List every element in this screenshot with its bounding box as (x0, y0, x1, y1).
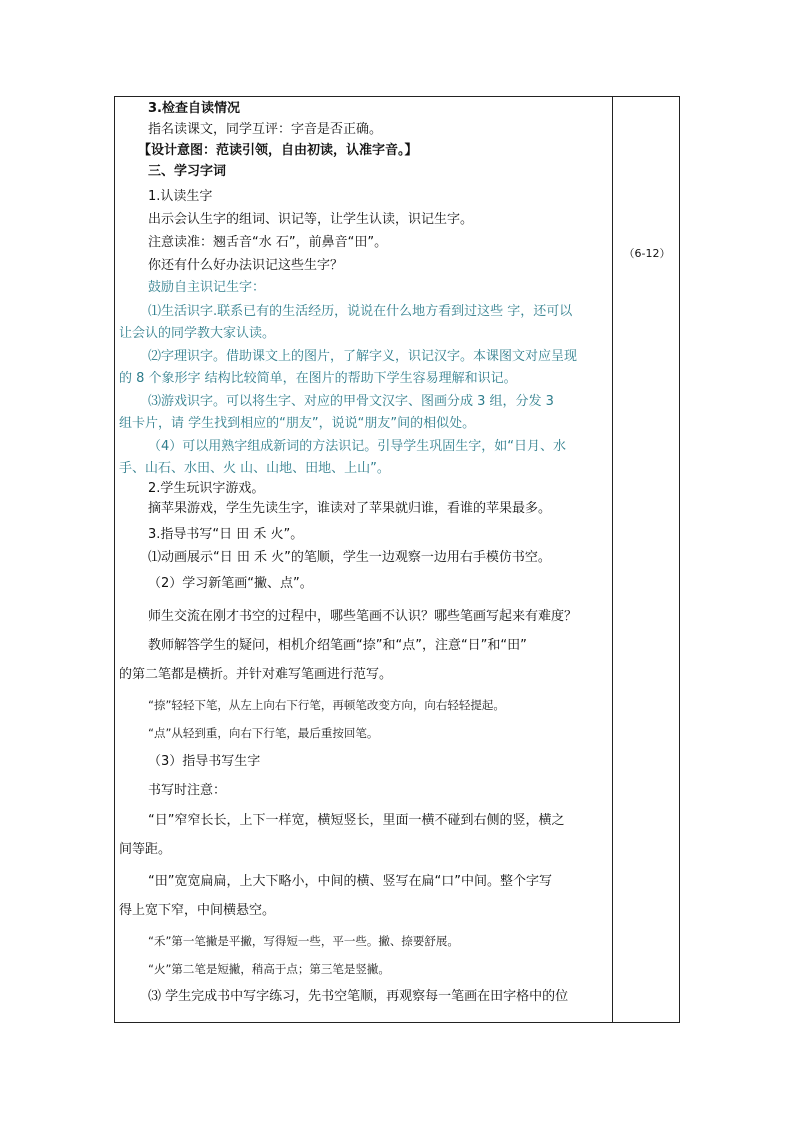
text-line: 鼓励自主识记生字： (148, 280, 266, 295)
text-line: 教师解答学生的疑问，相机介绍笔画“捺”和“点”，注意“日”和“田” (148, 638, 527, 653)
text-line: ⑶ 学生完成书中写字练习，先书空笔顺，再观察每一笔画在田字格中的位 (148, 989, 569, 1004)
text-line: 3.指导书写“日 田 禾 火”。 (148, 527, 304, 542)
text-line: 摘苹果游戏，学生先读生字，谁读对了苹果就归谁，看谁的苹果最多。 (148, 501, 552, 516)
lesson-table (114, 96, 680, 1023)
text-line: 注意读准：翘舌音“水 石”，前鼻音“田”。 (148, 235, 388, 250)
text-line: 得上宽下窄，中间横悬空。 (119, 903, 276, 918)
text-line: 【设计意图：范读引领，自由初读，认准字音。】 (138, 143, 418, 158)
text-line: 师生交流在刚才书空的过程中，哪些笔画不认识？哪些笔画写起来有难度？ (148, 609, 578, 624)
text-line: “捺”轻轻下笔，从左上向右下行笔，再顿笔改变方向，向右轻轻提起。 (148, 698, 505, 712)
text-line: （3）指导书写生字 (148, 754, 261, 769)
text-line: 的 8 个象形字 结构比较简单，在图片的帮助下学生容易理解和识记。 (119, 371, 517, 386)
text-line: “田”宽宽扁扁，上大下略小，中间的横、竖写在扁“口”中间。整个字写 (148, 874, 552, 889)
text-line: “日”窄窄长长，上下一样宽，横短竖长，里面一横不碰到右侧的竖，横之 (148, 813, 565, 828)
text-line: 2.学生玩识字游戏。 (148, 481, 265, 496)
text-line: 3.检查自读情况 (148, 101, 240, 116)
column-divider (612, 97, 613, 1022)
text-line: 指名读课文，同学互评：字音是否正确。 (148, 122, 383, 137)
text-line: 1.认读生字 (148, 189, 213, 204)
text-line: “点”从轻到重，向右下行笔，最后重按回笔。 (148, 726, 379, 740)
lesson-content-cell (115, 97, 612, 1022)
text-line: ⑴动画展示“日 田 禾 火”的笔顺，学生一边观察一边用右手模仿书空。 (148, 550, 551, 565)
text-line: （4）可以用熟字组成新词的方法识记。引导学生巩固生字，如“日月、水 (148, 439, 567, 454)
text-line: 的第二笔都是横折。并针对难写笔画进行范写。 (119, 667, 393, 682)
text-line: “火”第二笔是短撇，稍高于点；第三笔是竖撇。 (148, 962, 390, 976)
text-line: ⑶游戏识字。可以将生字、对应的甲骨文汉字、图画分成 3 组，分发 3 (148, 394, 554, 409)
text-line: “禾”第一笔撇是平撇，写得短一些，平一些。撇、捺要舒展。 (148, 934, 459, 948)
text-line: （2）学习新笔画“撇、点”。 (148, 576, 313, 591)
text-line: 组卡片，请 学生找到相应的“朋友”，说说“朋友”间的相似处。 (119, 416, 476, 431)
text-line: 出示会认生字的组词、识记等，让学生认读，识记生字。 (148, 212, 474, 227)
text-line: 你还有什么好办法识记这些生字？ (148, 258, 344, 273)
text-line: 书写时注意： (148, 783, 227, 798)
text-line: 手、山石、水田、火 山、山地、田地、上山”。 (119, 461, 390, 476)
time-note: （6-12） (623, 247, 671, 260)
text-line: 三、学习字词 (148, 164, 227, 179)
text-line: 间等距。 (119, 842, 172, 857)
text-line: 让会认的同学教大家认读。 (119, 326, 276, 341)
text-line: ⑵字理识字。借助课文上的图片，了解字义，识记汉字。本课图文对应呈现 (148, 349, 578, 364)
text-line: ⑴生活识字.联系已有的生活经历，说说在什么地方看到过这些 字，还可以 (148, 304, 573, 319)
